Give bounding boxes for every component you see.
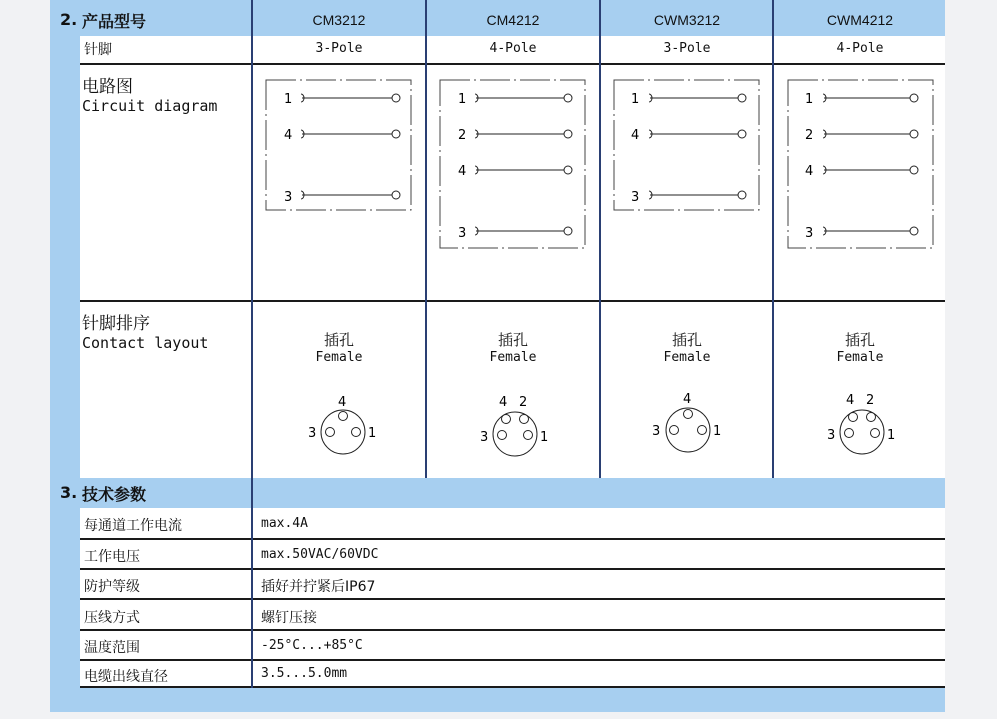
param-label: 防护等级 [84,579,140,595]
pin-hole [845,429,854,438]
contact-number: 4 [338,395,347,410]
pin-line [805,226,918,241]
pin-line [284,128,400,143]
circuit-diagram-4 [774,66,946,300]
pole-count-2: 4-Pole [489,41,537,56]
contact-number: 2 [866,393,875,408]
pin-number: 4 [284,128,293,143]
pin-line [805,92,918,107]
circuit-diagram-label [82,72,217,115]
pin-line [458,226,572,241]
row-divider [80,598,945,600]
contact-layout-label [82,309,208,352]
pin-hole [698,426,707,435]
column-divider [425,0,427,478]
section2-header [50,6,945,34]
pin-number: 2 [458,128,467,143]
female-label-en-1: Female [315,350,363,365]
section3-header [50,478,945,508]
contact-number: 3 [480,430,489,445]
model-name-2: CM4212 [486,12,540,28]
pin-line [458,92,572,107]
pole-count-1: 3-Pole [315,41,363,56]
pin-number: 2 [805,128,814,143]
model-name-3: CWM3212 [653,12,721,28]
param-value: max.50VAC/60VDC [261,547,379,562]
contact-label-cn: 针脚排序 [82,314,150,334]
pin-line [458,128,572,143]
param-label: 电缆出线直径 [84,669,168,685]
section3-number: 3. [60,483,78,502]
param-label: 压线方式 [84,610,140,626]
female-label-en-4: Female [836,350,884,365]
column-divider [251,508,253,688]
pin-hole [326,428,335,437]
column-divider [251,478,253,508]
contact-layout-3pole-3 [647,388,727,468]
circuit-label-en: Circuit diagram [82,97,218,115]
pin-number: 3 [805,226,814,241]
contact-number: 3 [827,428,836,443]
contact-number: 4 [683,392,692,407]
param-label: 工作电压 [84,549,140,565]
pin-hole [871,429,880,438]
pin-line [631,128,746,143]
female-label-en-3: Female [663,350,711,365]
pin-line [805,164,918,179]
contact-number: 2 [519,395,528,410]
param-value: 螺钉压接 [261,610,317,626]
section2-number: 2. [60,10,78,29]
row-divider [80,63,945,65]
param-value: 插好并拧紧后IP67 [261,579,376,595]
female-label-cn-4: 插孔 [844,331,875,349]
pin-number: 1 [458,92,467,107]
pin-number: 1 [631,92,640,107]
pin-number: 4 [458,164,467,179]
param-label: 每通道工作电流 [84,518,182,534]
circuit-diagram-3 [600,66,772,300]
model-name-1: CM3212 [312,12,366,28]
contact-number: 1 [368,426,377,441]
pin-hole [498,431,507,440]
contact-layout-4pole-2 [475,388,555,468]
pin-line [284,92,400,107]
contact-number: 3 [652,424,661,439]
female-label-cn-2: 插孔 [497,331,528,349]
contact-label-en: Contact layout [82,334,209,352]
female-label-en-2: Female [489,350,537,365]
model-name-4: CWM4212 [826,12,894,28]
row-divider [80,538,945,540]
pin-hole [520,415,529,424]
pin-number: 3 [458,226,467,241]
row-divider [80,659,945,661]
circuit-diagram-2 [426,66,598,300]
pin-number: 4 [631,128,640,143]
contact-layout-3pole-1 [303,388,383,468]
pin-hole [867,413,876,422]
row-divider [80,629,945,631]
pin-hole [339,412,348,421]
pin-number: 3 [631,190,640,205]
circuit-label-cn: 电路图 [82,77,133,97]
param-value: max.4A [261,516,308,531]
row-divider [80,568,945,570]
contact-number: 1 [887,428,896,443]
pin-hole [352,428,361,437]
pin-number: 4 [805,164,814,179]
pin-line [458,164,572,179]
pin-number: 3 [284,190,293,205]
circuit-diagram-1 [252,66,424,300]
female-label-cn-3: 插孔 [671,331,702,349]
param-value: -25°C...+85°C [261,638,363,653]
contact-number: 1 [540,430,549,445]
column-divider [772,0,774,478]
contact-number: 4 [846,393,855,408]
pin-hole [502,415,511,424]
contact-number: 3 [308,426,317,441]
contact-number: 4 [499,395,508,410]
pole-count-4: 4-Pole [836,41,884,56]
pin-hole [684,410,693,419]
spec-sheet-page [50,0,945,712]
section2-title: 产品型号 [82,12,147,31]
column-divider [251,0,253,478]
pin-hole [670,426,679,435]
section3-title: 技术参数 [82,485,147,504]
param-value: 3.5...5.0mm [261,666,348,681]
row-divider [80,300,945,302]
pin-line [805,128,918,143]
pin-line [284,190,400,205]
pin-hole [524,431,533,440]
pin-line [631,92,746,107]
female-label-cn-1: 插孔 [323,331,354,349]
pin-row-label: 针脚 [84,42,112,58]
column-divider [599,0,601,478]
param-label: 温度范围 [84,640,140,656]
pin-number: 1 [805,92,814,107]
contact-number: 1 [713,424,722,439]
pin-hole [849,413,858,422]
pin-number: 1 [284,92,293,107]
row-divider [80,686,945,688]
pin-line [631,190,746,205]
contact-layout-4pole-4 [822,388,902,468]
pole-count-3: 3-Pole [663,41,711,56]
